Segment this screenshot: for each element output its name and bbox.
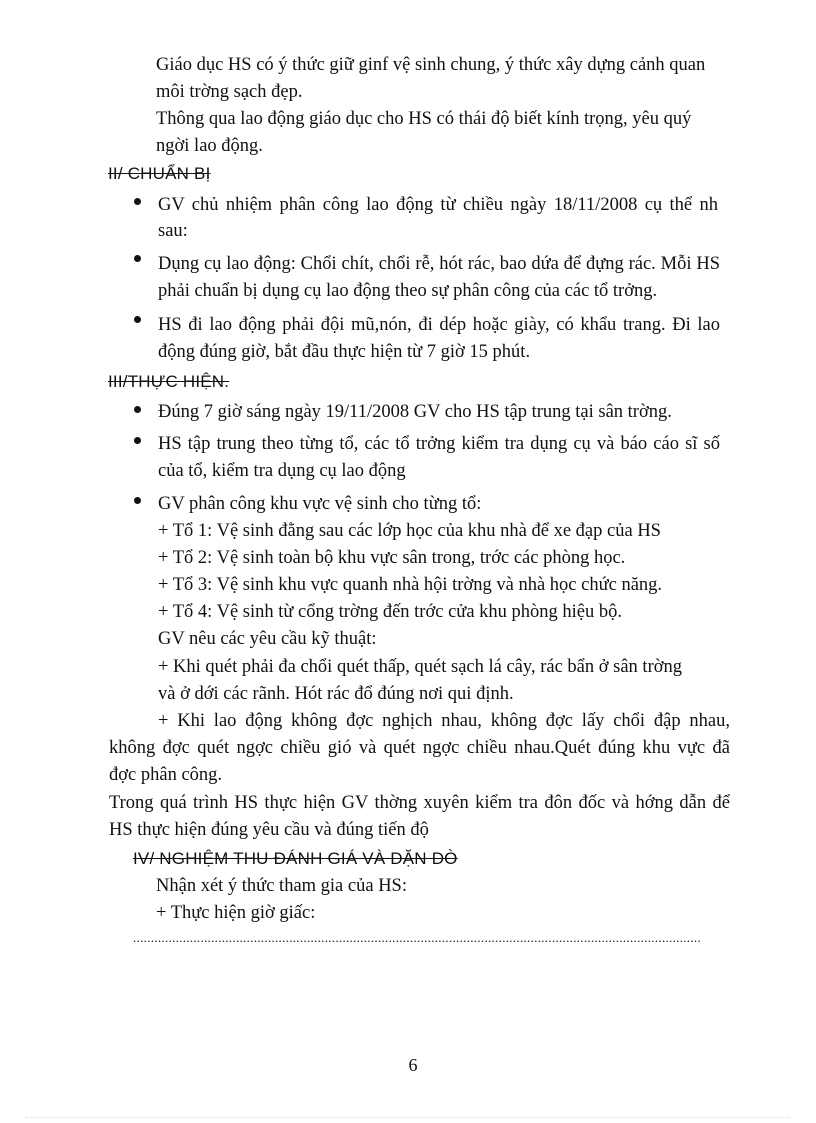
intro-line: Thông qua lao động giáo dục cho HS có thái độ biết kính trọng, yêu quý <box>156 109 692 129</box>
team-assignment: + Tổ 2: Vệ sinh toàn bộ khu vực sân trong, trớc các phòng học. <box>158 548 626 568</box>
dotted-fill-line: ................................................................................................................................................................ <box>133 932 701 944</box>
intro-line: Giáo dục HS có ý thức giữ ginf vệ sinh chung, ý thức xây dựng cảnh quan <box>156 55 706 75</box>
bullet-icon <box>134 316 141 323</box>
process-line: HS thực hiện đúng yêu cầu và đúng tiến độ <box>109 820 429 840</box>
bullet-text: sau: <box>158 221 188 241</box>
bullet-icon <box>134 255 141 262</box>
page-number: 6 <box>408 1055 418 1075</box>
section-4-heading: IV/ NGHIỆM THU ĐÁNH GIÁ VÀ DẶN DÒ <box>133 849 458 868</box>
bullet-icon <box>134 497 141 504</box>
section-3-heading: III/THỰC HIỆN. <box>108 372 230 391</box>
intro-line: môi trờng sạch đẹp. <box>156 82 303 102</box>
process-line: Trong quá trình HS thực hiện GV thờng xuyên kiểm tra đôn đốc và hớng dẫn để <box>109 793 730 813</box>
bullet-icon <box>134 437 141 444</box>
requirements-title: GV nêu các yêu cầu kỹ thuật: <box>158 629 377 649</box>
requirement-line: + Khi lao động không đợc nghịch nhau, không đợc lấy chổi đập nhau, <box>158 711 730 731</box>
requirement-line: không đợc quét ngợc chiều gió và quét ngợc chiều nhau.Quét đúng khu vực đã <box>109 738 730 758</box>
intro-line: ngời lao động. <box>156 136 263 156</box>
bullet-text: Dụng cụ lao động: Chổi chít, chổi rễ, hót rác, bao dứa để đựng rác. Mỗi HS <box>158 254 720 274</box>
bullet-icon <box>134 406 141 413</box>
requirement-line: + Khi quét phải đa chổi quét thấp, quét sạch lá cây, rác bẩn ở sân trờng <box>158 657 683 677</box>
section-2-heading: II/ CHUẨN BỊ <box>108 164 211 183</box>
page-bottom-divider <box>26 1117 790 1118</box>
requirement-line: và ở dới các rãnh. Hót rác đổ đúng nơi qui định. <box>158 684 514 704</box>
bullet-text: Đúng 7 giờ sáng ngày 19/11/2008 GV cho HS tập trung tại sân trờng. <box>158 402 672 422</box>
bullet-text: phải chuẩn bị dụng cụ lao động theo sự phân công của các tổ trởng. <box>158 281 658 301</box>
team-assignment: + Tổ 3: Vệ sinh khu vực quanh nhà hội trờng và nhà học chức năng. <box>158 575 663 595</box>
team-assignment: + Tổ 4: Vệ sinh từ cổng trờng đến trớc cửa khu phòng hiệu bộ. <box>158 602 623 622</box>
requirement-line: đợc phân công. <box>109 765 223 785</box>
team-assignment: + Tổ 1: Vệ sinh đằng sau các lớp học của khu nhà để xe đạp của HS <box>158 521 661 541</box>
bullet-text: HS đi lao động phải đội mũ,nón, đi dép hoặc giày, có khẩu trang. Đi lao <box>158 315 720 335</box>
bullet-icon <box>134 198 141 205</box>
bullet-text: GV chủ nhiệm phân công lao động từ chiều ngày 18/11/2008 cụ thể nh <box>158 195 718 215</box>
bullet-text: của tổ, kiểm tra dụng cụ lao động <box>158 461 406 481</box>
bullet-text: GV phân công khu vực vệ sinh cho từng tổ: <box>158 494 482 514</box>
review-line: + Thực hiện giờ giấc: <box>156 903 316 923</box>
review-line: Nhận xét ý thức tham gia của HS: <box>156 876 407 896</box>
bullet-text: HS tập trung theo từng tổ, các tổ trởng kiểm tra dụng cụ và báo cáo sĩ số <box>158 434 720 454</box>
bullet-text: động đúng giờ, bắt đầu thực hiện từ 7 giờ 15 phút. <box>158 342 531 362</box>
